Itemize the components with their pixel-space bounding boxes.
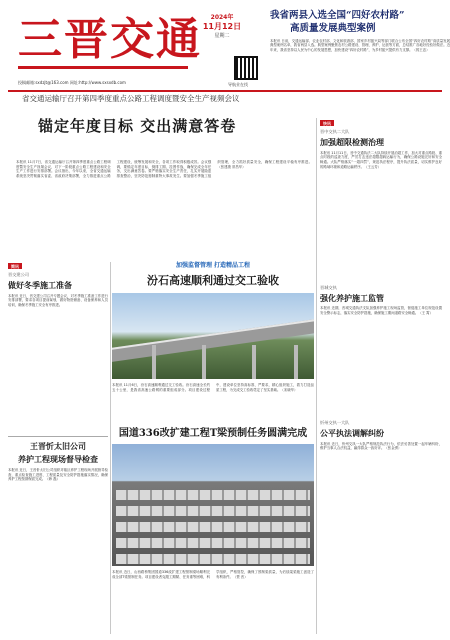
lead-headline[interactable]: 锚定年度目标 交出满意答卷 — [38, 117, 237, 135]
right-article-2-body: 本报讯 近期，晋城交通执法支队加强养护施工现场监管，督促施工单位规范设置安全警示标志，落实安全防护措施，确保施工期间道路安全畅通。（王 霄） — [320, 306, 442, 315]
issue-year: 2024年 — [210, 14, 234, 21]
photo-beam-row — [116, 490, 310, 500]
issue-month-day: 11月12日 — [202, 22, 242, 32]
photo-road — [112, 317, 314, 363]
left-column — [8, 263, 108, 636]
left-article-2-body: 本报讯 近日，王晋忻太旧公司组织对辖区养护工程现场开展督导检查，重点检查施工进度、工程质量及安全防护措施落实情况，确保养护工程按期保质完成。（韩 磊） — [8, 468, 108, 482]
photo-pier — [202, 345, 206, 379]
qr-label: 导航业在找 — [228, 82, 248, 87]
left-article-1-title[interactable]: 做好冬季施工准备 — [8, 280, 72, 291]
left-article-1-body: 本报讯 近日，晋交建公司召开专题会议，对冬季施工准备工作进行安排部署，要求各项目提前谋划，做好物资储备、设备保养和人员培训，确保冬季施工安全有序推进。 — [8, 293, 108, 308]
right-article-1-title[interactable]: 加强超限检测治理 — [320, 137, 384, 148]
photo-beam-row — [116, 506, 310, 516]
special-article-1-title[interactable]: 汾石高速顺利通过交工验收 — [147, 274, 279, 288]
special-section — [112, 262, 314, 634]
masthead — [8, 4, 450, 88]
top-news-title-2[interactable]: 高质量发展典型案例 — [290, 22, 376, 34]
special-section-header: 加强监督管理 打造精品工程 — [175, 262, 251, 269]
photo-pier — [252, 345, 256, 379]
left-article-2-subtitle[interactable]: 养护工程现场督导检查 — [18, 454, 98, 465]
column-rule — [110, 262, 111, 634]
right-article-2-title[interactable]: 强化养护施工监管 — [320, 292, 384, 303]
masthead-divider — [8, 90, 442, 92]
issue-weekday: 星期二 — [214, 32, 230, 39]
issue-date — [192, 14, 252, 40]
contact-info: 投稿邮箱:sxdzjt@163.com 网址:http://www.sxsxdb.com — [18, 80, 126, 85]
photo-beam-row — [116, 554, 310, 564]
newspaper-logo: 三晋交通 — [18, 14, 202, 65]
photo-pier — [294, 345, 298, 379]
logo-underline — [18, 66, 188, 69]
column-rule — [316, 118, 317, 634]
left-divider — [8, 436, 108, 437]
right-article-2-source: 晋城交执 — [320, 284, 337, 290]
lead-kicker: 省交通运输厅召开第四季度重点公路工程调度暨安全生产视频会议 — [22, 94, 240, 103]
section-flag-brief: 简讯 — [8, 263, 22, 269]
top-news-title-1[interactable]: 我省两县入选全国“四好农村路” — [270, 10, 405, 21]
left-article-1-source: 晋交建公司 — [8, 272, 29, 278]
right-article-3-title[interactable]: 公平执法调解纠纷 — [320, 428, 384, 438]
section-flag-express: 快讯 — [320, 120, 334, 126]
left-article-2-title[interactable]: 王晋忻太旧公司 — [30, 440, 86, 451]
photo-beam-row — [116, 522, 310, 532]
right-article-1-source: 晋中交执二大队 — [320, 129, 350, 135]
special-article-2-title[interactable]: 国道336改扩建工程T梁预制任务圆满完成 — [118, 427, 308, 439]
special-article-1-body: 本报讯 11月6日，汾石高速顺利通过交工验收。汾石高速全长约五十公里，是我省高速公路网的重要组成部分。项目建设过程中，建设单位坚持高标准、严要求，精心组织施工，着力打造品质工程，为完成交工验收奠定了坚实基础。（宋晓华） — [112, 382, 314, 392]
lead-body: 本报讯 11月7日，省交通运输厅召开第四季度重点公路工程调度暨安全生产视频会议，对下一阶段重点公路工程建设和安全生产工作进行安排部署。会议指出，今年以来，全省交通运输系统坚决贯彻落实省委、省政府决策部署，全力推进重点公路工程建设，统筹发展和安全，各项工作取得积极成效。会议强调，要锚定年度目标，倒排工期、挂图作战，确保完成全年任务，交出满意答卷。要严格落实安全生产责任，扎实开展隐患排查整治，坚决防范遏制重特大事故发生。要加强冬季施工组织管理，全力抓好质量安全，确保工程建设平稳有序推进。（张建康 常昌华） — [16, 160, 312, 178]
photo-pier — [152, 345, 156, 379]
top-news — [270, 10, 450, 87]
right-article-1-body: 本报讯 11月11日，晋中交通执法二大队持续开展治超工作，加大对重点路段、重点时段的巡查力度，严厉打击违法超限超载运输行为，确保公路设施完好和安全畅通。大队严格落实“一超四罚”，规范执法程序，提升执法质量，切实维护良好的路域环境和道路运输秩序。（王云芳） — [320, 150, 442, 169]
top-news-body: 本报讯 日前，交通运输部、农业农村部、文化和旅游部、国家乡村振兴局等部门联合公布全国“四好农村路”高质量发展典型案例名单，我省两县入选。典型案例聚焦农村公路建设、管理、养护、运营等方面，总结推广各地好经验好做法。近年来，我省坚持以人民为中心的发展思想，加快建设“四好农村路”，为乡村振兴提供有力支撑。（郭王忠） — [270, 38, 450, 52]
right-article-3-body: 本报讯 近日，忻州交执一大队严格规范执法行为，依法妥善处置一起车辆纠纷，维护当事人合法权益，赢得群众一致好评。（张金勇） — [320, 441, 442, 451]
beam-yard-photo[interactable] — [112, 444, 314, 566]
right-article-3-source: 忻州交执一大队 — [320, 420, 350, 426]
highway-bridge-photo[interactable] — [112, 293, 314, 379]
right-column — [320, 120, 442, 562]
qr-code-icon[interactable] — [234, 56, 258, 80]
photo-beam-row — [116, 538, 310, 548]
special-article-2-body: 本报讯 近日，山西路桥集团国道336改扩建工程预制梁场顺利完成全部T梁预制任务。项目建设者克服工期紧、任务重等困难，科学组织，严格管控，确保了预制梁质量，为后续架梁施工创造了有利条件。（贾 晋） — [112, 570, 314, 580]
